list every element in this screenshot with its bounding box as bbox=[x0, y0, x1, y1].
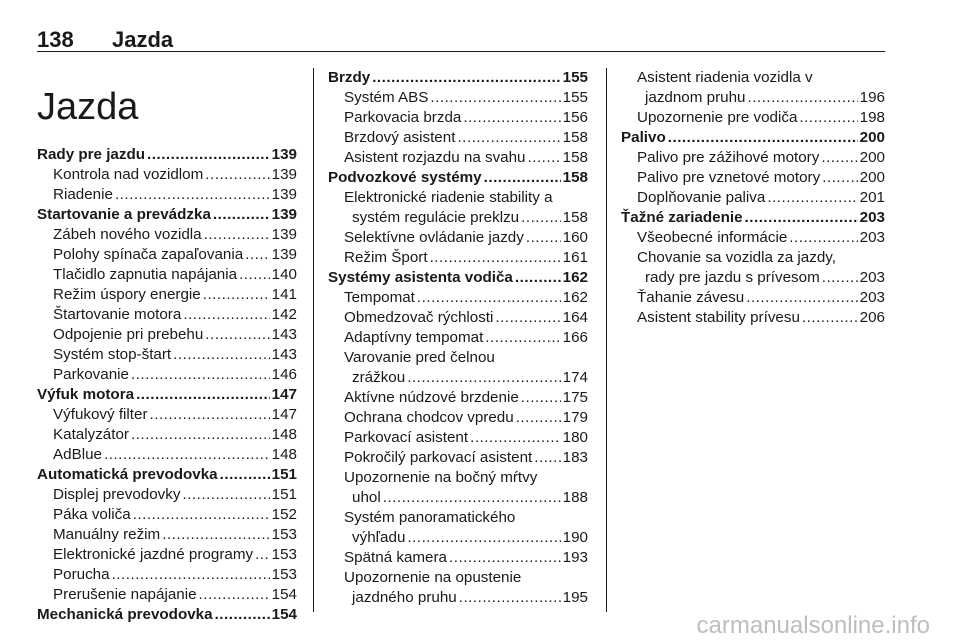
toc-page-number: 140 bbox=[271, 266, 297, 283]
toc-entry-title: Parkovacia brzda bbox=[344, 109, 462, 126]
toc-entry[interactable] bbox=[328, 228, 588, 248]
toc-entry-title: Páka voliča bbox=[53, 506, 131, 523]
toc-page-number: 158 bbox=[562, 129, 588, 146]
dot-leader bbox=[150, 405, 270, 425]
toc-entry-line: Chovanie sa vozidla za jazdy, bbox=[637, 249, 836, 266]
running-title: Jazda bbox=[112, 27, 174, 52]
toc-page-number: 141 bbox=[271, 286, 297, 303]
toc-entry[interactable] bbox=[328, 528, 588, 548]
toc-entry[interactable] bbox=[621, 288, 885, 308]
toc-entry[interactable] bbox=[37, 445, 297, 465]
toc-entry[interactable] bbox=[328, 408, 588, 428]
toc-entry[interactable] bbox=[328, 108, 588, 128]
toc-entry[interactable] bbox=[328, 288, 588, 308]
toc-entry[interactable] bbox=[37, 325, 297, 345]
toc-entry-title: zrážkou bbox=[352, 369, 406, 386]
toc-page-number: 196 bbox=[859, 89, 885, 106]
dot-leader bbox=[182, 485, 269, 505]
toc-entry[interactable] bbox=[621, 268, 885, 288]
toc-entry[interactable] bbox=[621, 308, 885, 328]
toc-entry[interactable] bbox=[37, 185, 297, 205]
toc-entry[interactable] bbox=[328, 588, 588, 608]
dot-leader bbox=[767, 188, 857, 208]
toc-page-number: 203 bbox=[859, 229, 885, 246]
toc-page-number: 148 bbox=[271, 446, 297, 463]
toc-entry-title: Riadenie bbox=[53, 186, 113, 203]
toc-entry-title: Mechanická prevodovka bbox=[37, 606, 213, 623]
toc-entry-title: Brzdy bbox=[328, 69, 371, 86]
toc-entry-title: Palivo bbox=[621, 129, 666, 146]
dot-leader bbox=[204, 225, 270, 245]
toc-entry-title: Spätná kamera bbox=[344, 549, 447, 566]
dot-leader bbox=[668, 128, 858, 148]
dot-leader bbox=[526, 228, 561, 248]
toc-page-number: 146 bbox=[271, 366, 297, 383]
toc-entry-title: Ochrana chodcov vpredu bbox=[344, 409, 514, 426]
dot-leader bbox=[173, 345, 270, 365]
toc-entry-title: Zábeh nového vozidla bbox=[53, 226, 202, 243]
toc-entry-title: Štartovanie motora bbox=[53, 306, 182, 323]
toc-entry[interactable] bbox=[328, 488, 588, 508]
toc-entry-title: AdBlue bbox=[53, 446, 102, 463]
toc-page-number: 139 bbox=[271, 226, 297, 243]
toc-entry-line: Upozornenie na bočný mŕtvy bbox=[344, 469, 538, 486]
toc-page-number: 155 bbox=[562, 89, 588, 106]
toc-page-number: 190 bbox=[562, 529, 588, 546]
dot-leader bbox=[147, 145, 270, 165]
toc-page-number: 147 bbox=[271, 406, 297, 423]
toc-entry-line: Upozornenie na opustenie bbox=[344, 569, 522, 586]
toc-entry-title: Tempomat bbox=[344, 289, 415, 306]
toc-entry-title: Porucha bbox=[53, 566, 110, 583]
toc-page-number: 201 bbox=[859, 189, 885, 206]
dot-leader bbox=[205, 325, 269, 345]
toc-page-number: 153 bbox=[271, 546, 297, 563]
toc-section[interactable] bbox=[328, 268, 588, 288]
toc-page-number: 193 bbox=[562, 549, 588, 566]
toc-entry[interactable] bbox=[328, 448, 588, 468]
toc-entry[interactable] bbox=[37, 285, 297, 305]
dot-leader bbox=[516, 408, 561, 428]
toc-page-number: 203 bbox=[859, 269, 885, 286]
dot-leader bbox=[449, 548, 561, 568]
dot-leader bbox=[162, 525, 269, 545]
toc-page-number: 200 bbox=[859, 169, 885, 186]
toc-entry[interactable] bbox=[621, 108, 885, 128]
dot-leader bbox=[407, 528, 560, 548]
toc-entry-line: Varovanie pred čelnou bbox=[344, 349, 495, 366]
toc-entry[interactable] bbox=[328, 388, 588, 408]
chapter-title: Jazda bbox=[37, 86, 139, 129]
toc-entry[interactable] bbox=[328, 88, 588, 108]
toc-entry-title: Výfukový filter bbox=[53, 406, 148, 423]
toc-entry[interactable] bbox=[37, 525, 297, 545]
dot-leader bbox=[115, 185, 270, 205]
toc-entry-title: Polohy spínača zapaľovania bbox=[53, 246, 244, 263]
toc-entry[interactable] bbox=[328, 248, 588, 268]
toc-entry-title: Upozornenie pre vodiča bbox=[637, 109, 798, 126]
dot-leader bbox=[430, 88, 560, 108]
toc-entry-title: Rady pre jazdu bbox=[37, 146, 146, 163]
toc-entry-title: Palivo pre zážihové motory bbox=[637, 149, 820, 166]
toc-entry-line: Elektronické riadenie stability a bbox=[344, 189, 553, 206]
toc-page-number: 156 bbox=[562, 109, 588, 126]
toc-entry-title: Ťahanie závesu bbox=[637, 289, 745, 306]
toc-entry[interactable] bbox=[37, 365, 297, 385]
toc-page-number: 154 bbox=[271, 586, 297, 603]
toc-page-number: 161 bbox=[562, 249, 588, 266]
toc-section[interactable] bbox=[37, 605, 297, 625]
dot-leader bbox=[822, 168, 857, 188]
toc-entry-title: uhol bbox=[352, 489, 381, 506]
toc-page-number: 142 bbox=[271, 306, 297, 323]
toc-entry[interactable] bbox=[37, 345, 297, 365]
toc-entry-title: Elektronické jazdné programy bbox=[53, 546, 254, 563]
toc-entry-title: Výfuk motora bbox=[37, 386, 135, 403]
toc-page-number: 158 bbox=[562, 209, 588, 226]
toc-entry-title: Režim Šport bbox=[344, 249, 428, 266]
dot-leader bbox=[459, 588, 561, 608]
toc-page-number: 164 bbox=[562, 309, 588, 326]
dot-leader bbox=[203, 285, 270, 305]
toc-entry-title: Podvozkové systémy bbox=[328, 169, 482, 186]
dot-leader bbox=[239, 265, 270, 285]
toc-entry-title: výhľadu bbox=[352, 529, 406, 546]
toc-entry-title: Systém ABS bbox=[344, 89, 429, 106]
toc-entry[interactable] bbox=[37, 485, 297, 505]
toc-entry-title: Selektívne ovládanie jazdy bbox=[344, 229, 524, 246]
dot-leader bbox=[112, 565, 270, 585]
dot-leader bbox=[205, 165, 269, 185]
toc-entry[interactable] bbox=[328, 148, 588, 168]
toc-page-number: 151 bbox=[271, 486, 297, 503]
dot-leader bbox=[430, 248, 561, 268]
toc-page-number: 158 bbox=[562, 169, 588, 186]
dot-leader bbox=[470, 428, 561, 448]
toc-page-number: 174 bbox=[562, 369, 588, 386]
toc-entry[interactable] bbox=[621, 88, 885, 108]
toc-entry[interactable] bbox=[37, 545, 297, 565]
toc-entry-title: Pokročilý parkovací asistent bbox=[344, 449, 533, 466]
toc-page-number: 158 bbox=[562, 149, 588, 166]
toc-entry[interactable] bbox=[328, 328, 588, 348]
toc-entry[interactable] bbox=[37, 165, 297, 185]
toc-entry[interactable] bbox=[37, 405, 297, 425]
column-divider bbox=[606, 68, 607, 612]
toc-page-number: 203 bbox=[859, 209, 885, 226]
dot-leader bbox=[133, 505, 270, 525]
dot-leader bbox=[457, 128, 560, 148]
toc-entry[interactable] bbox=[621, 188, 885, 208]
toc-page-number: 139 bbox=[271, 246, 297, 263]
toc-entry-title: Displej prevodovky bbox=[53, 486, 181, 503]
toc-page-number: 206 bbox=[859, 309, 885, 326]
toc-entry-title: Obmedzovač rýchlosti bbox=[344, 309, 494, 326]
toc-entry-title: Parkovanie bbox=[53, 366, 129, 383]
toc-page-number: 153 bbox=[271, 566, 297, 583]
toc-entry-title: Režim úspory energie bbox=[53, 286, 201, 303]
toc-entry[interactable] bbox=[621, 148, 885, 168]
toc-page-number: 175 bbox=[562, 389, 588, 406]
dot-leader bbox=[199, 585, 270, 605]
dot-leader bbox=[484, 168, 561, 188]
toc-column-2 bbox=[328, 68, 588, 608]
toc-entry[interactable] bbox=[37, 265, 297, 285]
dot-leader bbox=[183, 305, 269, 325]
toc-entry-title: Systémy asistenta vodiča bbox=[328, 269, 513, 286]
dot-leader bbox=[746, 288, 857, 308]
page-number: 138 bbox=[37, 27, 74, 52]
toc-section[interactable] bbox=[37, 205, 297, 225]
toc-page-number: 155 bbox=[562, 69, 588, 86]
toc-entry-title: Ťažné zariadenie bbox=[621, 209, 743, 226]
toc-section[interactable] bbox=[37, 465, 297, 485]
toc-entry[interactable] bbox=[37, 305, 297, 325]
dot-leader bbox=[136, 385, 270, 405]
dot-leader bbox=[534, 448, 560, 468]
toc-page-number: 195 bbox=[562, 589, 588, 606]
toc-entry-line: Asistent riadenia vozidla v bbox=[637, 69, 813, 86]
dot-leader bbox=[417, 288, 561, 308]
toc-page-number: 166 bbox=[562, 329, 588, 346]
toc-section[interactable] bbox=[37, 385, 297, 405]
toc-section[interactable] bbox=[37, 145, 297, 165]
toc-page-number: 139 bbox=[271, 146, 297, 163]
toc-entry-title: Palivo pre vznetové motory bbox=[637, 169, 821, 186]
toc-entry[interactable] bbox=[621, 168, 885, 188]
dot-leader bbox=[407, 368, 560, 388]
toc-page-number: 183 bbox=[562, 449, 588, 466]
dot-leader bbox=[131, 365, 270, 385]
dot-leader bbox=[521, 208, 561, 228]
toc-entry[interactable] bbox=[328, 428, 588, 448]
toc-entry-title: jazdného pruhu bbox=[352, 589, 457, 606]
toc-page-number: 180 bbox=[562, 429, 588, 446]
toc-entry[interactable] bbox=[37, 565, 297, 585]
toc-entry-title: Brzdový asistent bbox=[344, 129, 456, 146]
toc-page-number: 162 bbox=[562, 289, 588, 306]
toc-entry[interactable] bbox=[37, 585, 297, 605]
toc-page-number: 139 bbox=[271, 166, 297, 183]
toc-page-number: 160 bbox=[562, 229, 588, 246]
dot-leader bbox=[822, 268, 858, 288]
column-divider bbox=[313, 68, 314, 612]
toc-entry[interactable] bbox=[37, 245, 297, 265]
dot-leader bbox=[485, 328, 560, 348]
toc-entry[interactable] bbox=[328, 128, 588, 148]
toc-entry-title: Všeobecné informácie bbox=[637, 229, 788, 246]
dot-leader bbox=[789, 228, 857, 248]
toc-entry-title: Systém stop-štart bbox=[53, 346, 172, 363]
toc-entry-title: Aktívne núdzové brzdenie bbox=[344, 389, 519, 406]
toc-entry[interactable] bbox=[37, 505, 297, 525]
page-header bbox=[37, 0, 885, 52]
dot-leader bbox=[215, 605, 270, 625]
dot-leader bbox=[521, 388, 561, 408]
toc-page-number: 203 bbox=[859, 289, 885, 306]
dot-leader bbox=[515, 268, 561, 288]
toc-entry-title: Parkovací asistent bbox=[344, 429, 469, 446]
toc-section[interactable] bbox=[328, 68, 588, 88]
dot-leader bbox=[802, 308, 858, 328]
toc-page-number: 152 bbox=[271, 506, 297, 523]
toc-entry-title: Adaptívny tempomat bbox=[344, 329, 484, 346]
toc-section[interactable] bbox=[621, 208, 885, 228]
dot-leader bbox=[383, 488, 561, 508]
toc-entry-title: Asistent stability prívesu bbox=[637, 309, 800, 326]
toc-page-number: 154 bbox=[271, 606, 297, 623]
dot-leader bbox=[245, 245, 269, 265]
toc-entry[interactable] bbox=[328, 308, 588, 328]
toc-page-number: 143 bbox=[271, 346, 297, 363]
dot-leader bbox=[495, 308, 560, 328]
toc-page-number: 139 bbox=[271, 206, 297, 223]
dot-leader bbox=[372, 68, 560, 88]
dot-leader bbox=[213, 205, 270, 225]
dot-leader bbox=[745, 208, 858, 228]
toc-page-number: 179 bbox=[562, 409, 588, 426]
toc-entry-line: Systém panoramatického bbox=[344, 509, 516, 526]
toc-entry-title: Asistent rozjazdu na svahu bbox=[344, 149, 526, 166]
toc-column-1 bbox=[37, 145, 297, 625]
dot-leader bbox=[528, 148, 561, 168]
toc-entry[interactable] bbox=[328, 368, 588, 388]
toc-entry[interactable] bbox=[621, 228, 885, 248]
toc-entry[interactable] bbox=[37, 225, 297, 245]
toc-entry-title: Startovanie a prevádzka bbox=[37, 206, 211, 223]
toc-page-number: 143 bbox=[271, 326, 297, 343]
toc-page-number: 162 bbox=[562, 269, 588, 286]
dot-leader bbox=[463, 108, 560, 128]
toc-entry-title: Manuálny režim bbox=[53, 526, 161, 543]
toc-entry-title: Automatická prevodovka bbox=[37, 466, 218, 483]
toc-page-number: 200 bbox=[859, 129, 885, 146]
toc-page-number: 139 bbox=[271, 186, 297, 203]
dot-leader bbox=[821, 148, 857, 168]
toc-entry-title: jazdnom pruhu bbox=[645, 89, 746, 106]
dot-leader bbox=[131, 425, 270, 445]
dot-leader bbox=[220, 465, 270, 485]
toc-entry-title: Odpojenie pri prebehu bbox=[53, 326, 204, 343]
toc-page-number: 147 bbox=[271, 386, 297, 403]
dot-leader bbox=[747, 88, 857, 108]
toc-entry[interactable] bbox=[328, 548, 588, 568]
toc-entry[interactable] bbox=[328, 208, 588, 228]
toc-entry-title: Tlačidlo zapnutia napájania bbox=[53, 266, 238, 283]
toc-page-number: 198 bbox=[859, 109, 885, 126]
toc-entry-title: Kontrola nad vozidlom bbox=[53, 166, 204, 183]
dot-leader bbox=[255, 545, 270, 565]
toc-page-number: 200 bbox=[859, 149, 885, 166]
toc-column-3 bbox=[621, 68, 885, 328]
toc-entry-title: Prerušenie napájanie bbox=[53, 586, 197, 603]
toc-page-number: 151 bbox=[271, 466, 297, 483]
dot-leader bbox=[104, 445, 270, 465]
dot-leader bbox=[799, 108, 857, 128]
toc-page-number: 148 bbox=[271, 426, 297, 443]
toc-section[interactable] bbox=[328, 168, 588, 188]
toc-entry-title: Katalyzátor bbox=[53, 426, 129, 443]
toc-section[interactable] bbox=[621, 128, 885, 148]
toc-page-number: 153 bbox=[271, 526, 297, 543]
toc-page-number: 188 bbox=[562, 489, 588, 506]
toc-entry[interactable] bbox=[37, 425, 297, 445]
toc-entry-title: rady pre jazdu s prívesom bbox=[645, 269, 820, 286]
watermark: carmanualsonline.info bbox=[696, 612, 930, 639]
toc-entry-title: Doplňovanie paliva bbox=[637, 189, 766, 206]
toc-entry-title: systém regulácie preklzu bbox=[352, 209, 520, 226]
